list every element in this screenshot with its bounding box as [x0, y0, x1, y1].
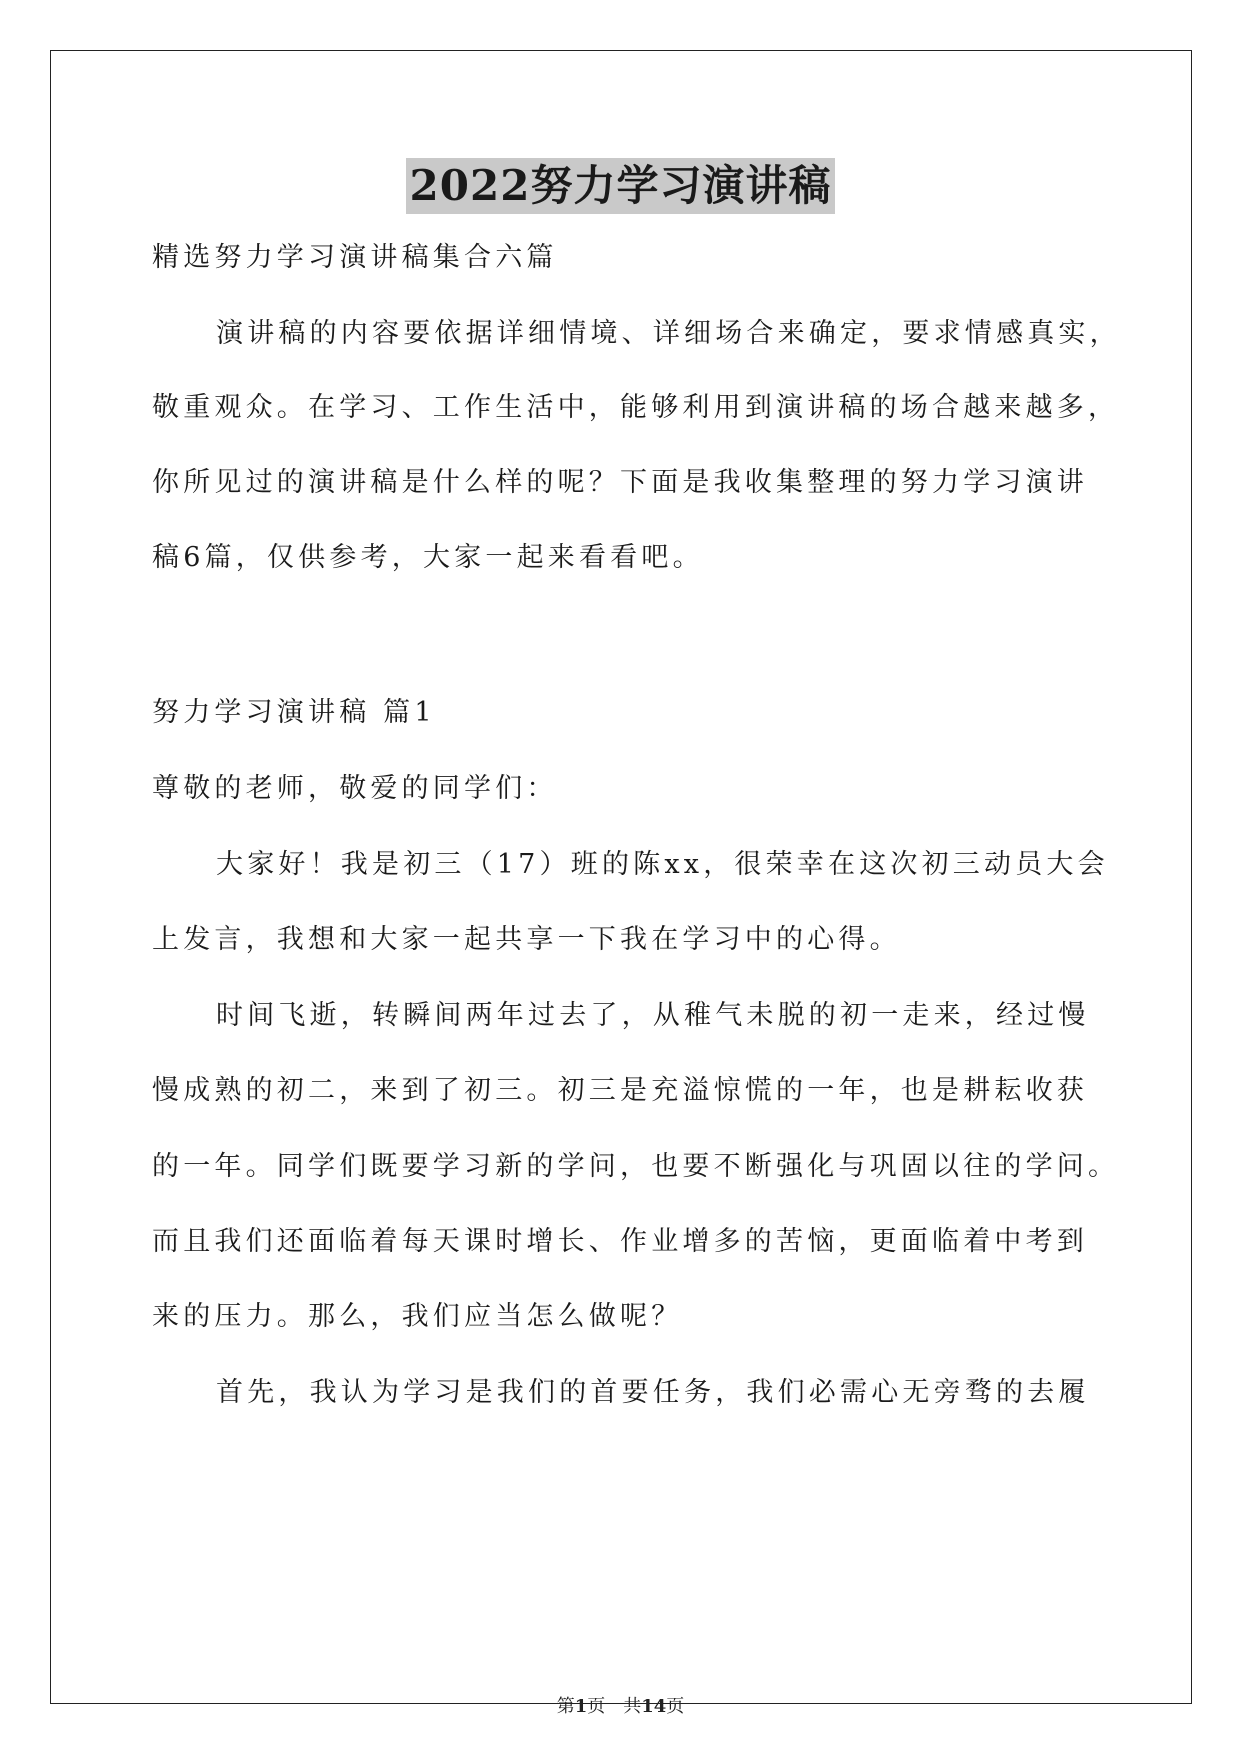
salutation-line: 尊敬的老师，敬爱的同学们： [152, 773, 558, 804]
body-line: 而且我们还面临着每天课时增长、作业增多的苦恼，更面临着中考到 [152, 1226, 1088, 1257]
footer-page-current: 1 [574, 1696, 588, 1717]
footer-suffix: 页 [666, 1696, 685, 1717]
subtitle-line: 精选努力学习演讲稿集合六篇 [152, 242, 558, 273]
body-line: 的一年。同学们既要学习新的学问，也要不断强化与巩固以往的学问。 [152, 1151, 1120, 1182]
footer-prefix: 第 [556, 1696, 575, 1717]
body-line: 大家好！我是初三（17）班的陈xx，很荣幸在这次初三动员大会 [216, 849, 1109, 880]
body-line: 演讲稿的内容要依据详细情境、详细场合来确定，要求情感真实， [216, 318, 1121, 349]
document-title-wrap [0, 158, 1241, 214]
section-heading: 努力学习演讲稿 篇1 [152, 697, 436, 728]
body-line: 首先，我认为学习是我们的首要任务，我们必需心无旁骛的去履 [216, 1377, 1090, 1408]
document-title: 2022努力学习演讲稿 [406, 158, 836, 214]
footer-page-total: 14 [641, 1696, 667, 1717]
body-line: 慢成熟的初二，来到了初三。初三是充溢惊慌的一年，也是耕耘收获 [152, 1075, 1088, 1106]
body-line: 你所见过的演讲稿是什么样的呢？下面是我收集整理的努力学习演讲 [152, 467, 1088, 498]
page-footer [0, 1692, 1241, 1718]
body-line: 时间飞逝，转瞬间两年过去了，从稚气未脱的初一走来，经过慢 [216, 1000, 1090, 1031]
body-line: 上发言，我想和大家一起共享一下我在学习中的心得。 [152, 924, 901, 955]
body-line: 稿6篇，仅供参考，大家一起来看看吧。 [152, 542, 704, 573]
footer-mid: 页 共 [587, 1696, 642, 1717]
body-line: 敬重观众。在学习、工作生活中，能够利用到演讲稿的场合越来越多， [152, 392, 1120, 423]
body-line: 来的压力。那么，我们应当怎么做呢？ [152, 1301, 683, 1332]
